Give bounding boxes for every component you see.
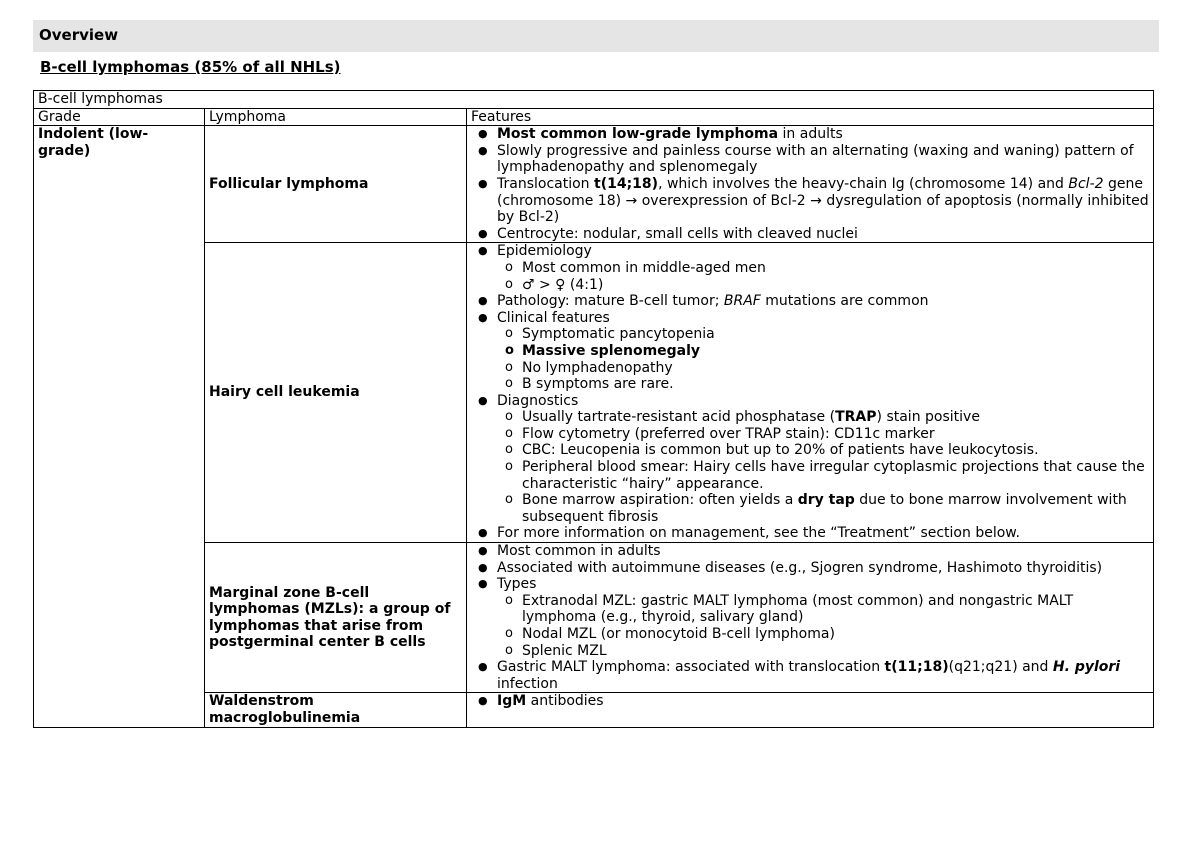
table-header-row <box>34 108 1154 126</box>
list-item: ● Slowly progressive and painless course with an alternating (waxing and waning) pattern of lymphadenopathy and splenomegaly <box>471 143 1149 176</box>
sub-list-item: o Symptomatic pancytopenia <box>497 326 1149 343</box>
lymphoma-name: Follicular lymphoma <box>205 126 467 243</box>
list-item: ● Types o Extranodal MZL: gastric MALT lymphoma (most common) and nongastric MALT lymphoma (e.g., thyroid, salivary gland) o Nodal MZL (or monocytoid B-cell lymphoma) o Splenic MZL <box>471 576 1149 659</box>
list-item: ● Associated with autoimmune diseases (e.g., Sjogren syndrome, Hashimoto thyroiditis) <box>471 560 1149 577</box>
table-row <box>34 126 1154 243</box>
lymphoma-name: Marginal zone B-cell lymphomas (MZLs): a group of lymphomas that arise from postgerminal center B cells <box>205 543 467 693</box>
list-item: ● For more information on management, see the “Treatment” section below. <box>471 525 1149 542</box>
list-item: ● Most common low-grade lymphoma in adults <box>471 126 1149 143</box>
sub-list-item: o Usually tartrate-resistant acid phosphatase (TRAP) stain positive <box>497 409 1149 426</box>
list-item: ● Clinical features o Symptomatic pancytopenia o Massive splenomegaly o No lymphadenopathy o B symptoms are rare. <box>471 310 1149 393</box>
list-item: ● Centrocyte: nodular, small cells with cleaved nuclei <box>471 226 1149 243</box>
sub-list-item: o Massive splenomegaly <box>497 343 1149 360</box>
sub-list-item: o B symptoms are rare. <box>497 376 1149 393</box>
list-item: ● Gastric MALT lymphoma: associated with translocation t(11;18)(q21;q21) and H. pylori infection <box>471 659 1149 692</box>
sub-list-item: o CBC: Leucopenia is common but up to 20% of patients have leukocytosis. <box>497 442 1149 459</box>
section-header <box>33 20 1159 52</box>
sub-list-item: o Flow cytometry (preferred over TRAP stain): CD11c marker <box>497 426 1149 443</box>
list-item: ● Epidemiology o Most common in middle-aged men o ♂ > ♀ (4:1) <box>471 243 1149 293</box>
features-cell <box>467 543 1154 693</box>
lymphoma-table <box>33 90 1154 728</box>
list-item: ● IgM antibodies <box>471 693 1149 710</box>
table-caption-row <box>34 91 1154 109</box>
sub-list-item: o Peripheral blood smear: Hairy cells have irregular cytoplasmic projections that cause the characteristic “hairy” appearance. <box>497 459 1149 492</box>
column-header-grade: Grade <box>34 108 205 126</box>
sub-list-item: o Nodal MZL (or monocytoid B-cell lymphoma) <box>497 626 1149 643</box>
features-cell <box>467 693 1154 727</box>
sub-list-item: o ♂ > ♀ (4:1) <box>497 277 1149 294</box>
list-item: ● Most common in adults <box>471 543 1149 560</box>
lymphoma-name: Hairy cell leukemia <box>205 243 467 543</box>
list-item: ● Pathology: mature B-cell tumor; BRAF mutations are common <box>471 293 1149 310</box>
column-header-features: Features <box>467 108 1154 126</box>
features-cell <box>467 243 1154 543</box>
page-subtitle: B-cell lymphomas (85% of all NHLs) <box>40 58 341 76</box>
grade-cell: Indolent (low-grade) <box>34 126 205 727</box>
column-header-lymphoma: Lymphoma <box>205 108 467 126</box>
list-item: ● Translocation t(14;18), which involves the heavy-chain Ig (chromosome 14) and Bcl-2 gene (chromosome 18) → overexpression of Bcl-2 → dysregulation of apoptosis (normally inhibited by Bcl-2) <box>471 176 1149 226</box>
sub-list-item: o No lymphadenopathy <box>497 360 1149 377</box>
sub-list-item: o Most common in middle-aged men <box>497 260 1149 277</box>
features-cell <box>467 126 1154 243</box>
sub-list-item: o Extranodal MZL: gastric MALT lymphoma (most common) and nongastric MALT lymphoma (e.g., thyroid, salivary gland) <box>497 593 1149 626</box>
section-title: Overview <box>39 26 119 44</box>
lymphoma-name: Waldenstrom macroglobulinemia <box>205 693 467 727</box>
list-item: ● Diagnostics o Usually tartrate-resistant acid phosphatase (TRAP) stain positive o Flow cytometry (preferred over TRAP stain): CD11c marker o CBC: Leucopenia is common but up to 20% of patients have leukocytosis. o Peripheral blood smear: Hairy cells have irregular cytoplasmic projections that cause the characteristic “hairy” appearance. o Bone marrow aspiration: often yields a dry tap due to bone marrow involvement with subsequent fibrosis <box>471 393 1149 526</box>
table-caption: B-cell lymphomas <box>34 91 1154 109</box>
sub-list-item: o Splenic MZL <box>497 643 1149 660</box>
sub-list-item: o Bone marrow aspiration: often yields a dry tap due to bone marrow involvement with subsequent fibrosis <box>497 492 1149 525</box>
